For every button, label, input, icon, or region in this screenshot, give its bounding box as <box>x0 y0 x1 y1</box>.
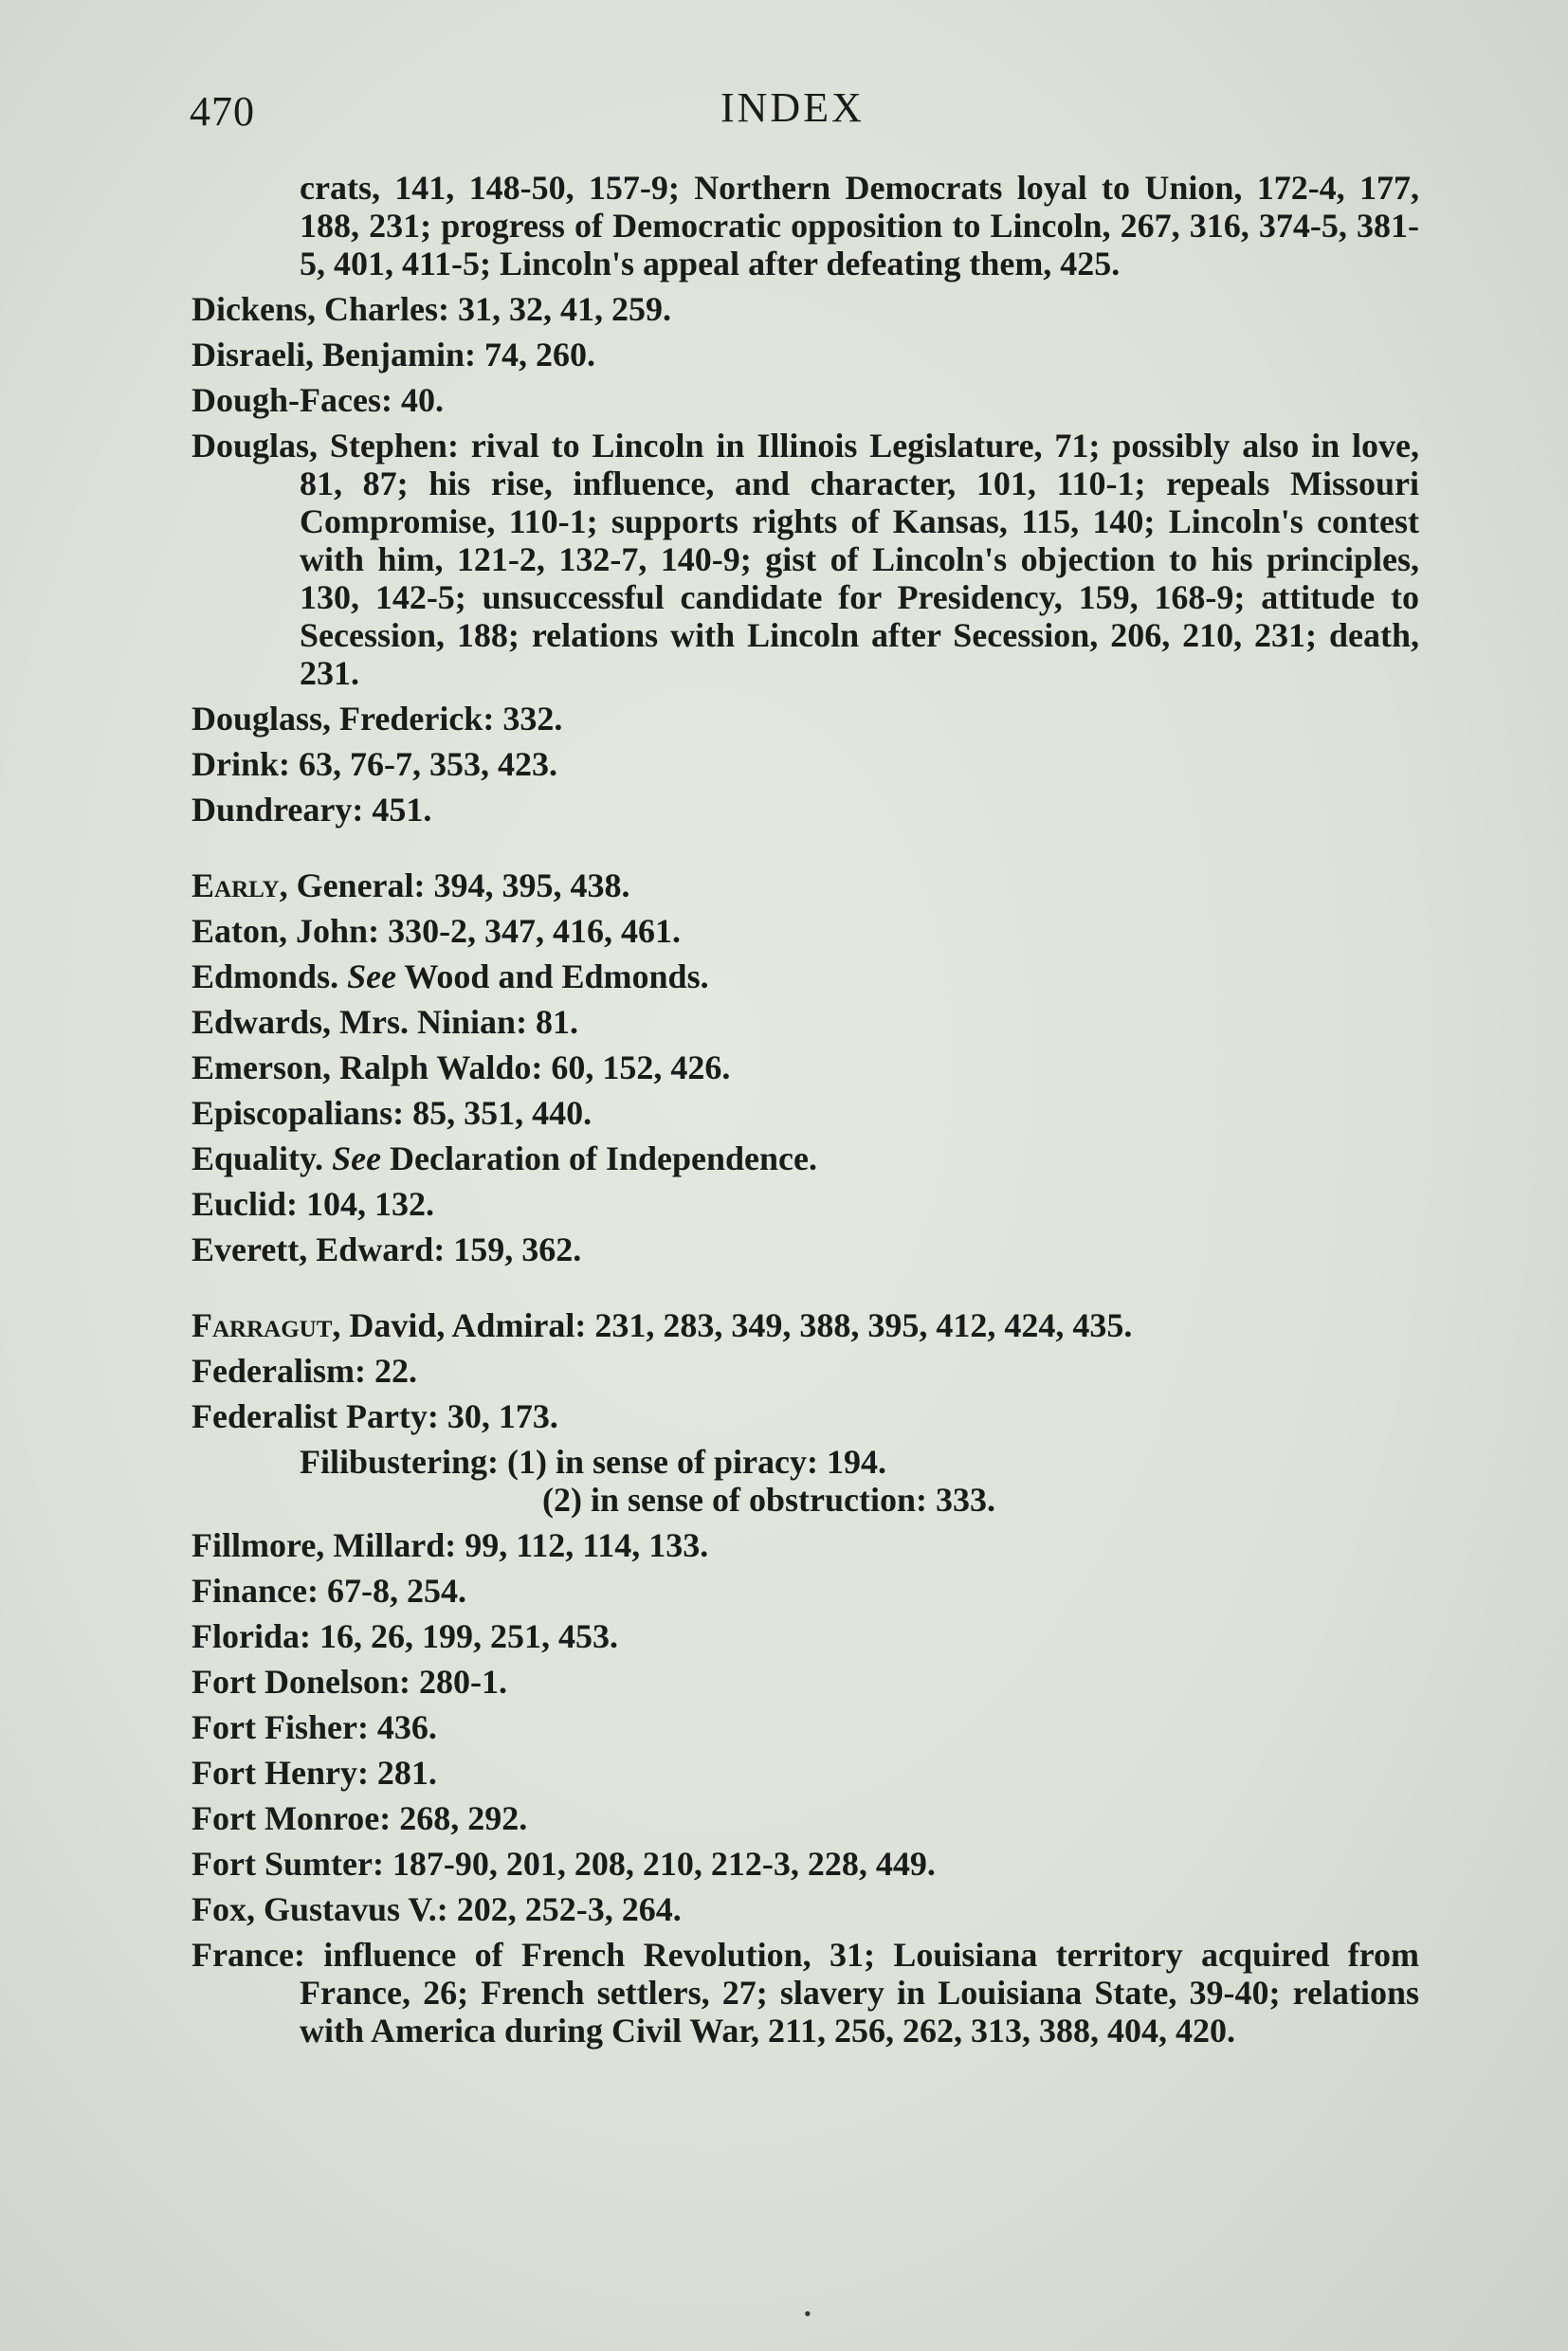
entry-term: Finance <box>191 1572 307 1610</box>
entry-term: Fort Fisher <box>191 1708 357 1746</box>
entry-term: Federalism <box>191 1352 355 1390</box>
see-reference-label: See <box>332 1139 382 1177</box>
index-entry-dickens <box>191 290 1419 328</box>
entry-refs: : 22. <box>354 1352 417 1390</box>
entry-sense-1: : (1) in sense of piracy: 194. <box>487 1443 886 1481</box>
see-reference-target: Declaration of Independence. <box>390 1139 818 1177</box>
index-entry-fox <box>191 1890 1419 1928</box>
entry-refs: : 202, 252-3, 264. <box>436 1890 682 1928</box>
entry-term: Florida <box>191 1617 300 1655</box>
entry-refs: : 99, 112, 114, 133. <box>445 1526 709 1564</box>
index-entry-federalism <box>191 1352 1419 1390</box>
entry-term: Everett, Edward <box>191 1230 434 1268</box>
entry-term: Early <box>191 866 280 904</box>
see-reference-target: Wood and Edmonds. <box>404 957 709 995</box>
entry-term: Edmonds. <box>191 957 339 995</box>
index-entry-florida <box>191 1617 1419 1655</box>
entry-term: Disraeli, Benjamin <box>191 336 465 374</box>
entry-term: Farragut <box>191 1306 333 1344</box>
index-entry-everett <box>191 1230 1419 1268</box>
index-entry-dough-faces <box>191 381 1419 419</box>
entry-term: Episcopalians <box>191 1094 393 1132</box>
index-entry-finance <box>191 1572 1419 1610</box>
entry-term: Fort Sumter <box>191 1845 373 1883</box>
entry-term: Equality. <box>191 1139 324 1177</box>
entry-term: Filibustering <box>300 1443 488 1481</box>
entry-refs: : 330-2, 347, 416, 461. <box>368 912 682 950</box>
entry-term: Dickens, Charles <box>191 290 438 328</box>
entry-term: France <box>191 1936 294 1974</box>
entry-term: Drink <box>191 745 280 783</box>
index-entry-euclid <box>191 1185 1419 1223</box>
entry-refs: : rival to Lincoln in Illinois Legislature, 71; possibly also in love, 81, 87; his rise, influence, and character, 101, 110-1; repeals Missouri Compromise, 110-1; supports rights of Kansas, 115, 140; Lincoln's contest with him, 121-2, 132-7, 140-9; gist of Lincoln's objection to his principles, 130, 142-5; unsuccessful candidate for Presidency, 159, 168-9; attitude to Secession, 188; relations with Lincoln after Secession, 206, 210, 231; death, 231. <box>300 427 1419 692</box>
index-entry-fort-sumter <box>191 1845 1419 1883</box>
entry-term: Fort Donelson <box>191 1663 399 1701</box>
entry-refs: : 30, 173. <box>427 1397 558 1435</box>
index-entry-fort-fisher <box>191 1708 1419 1746</box>
entry-refs: : 394, 395, 438. <box>413 866 630 904</box>
index-body <box>191 169 1419 2057</box>
entry-term: Douglas, Stephen <box>191 427 447 465</box>
entry-term: Emerson, Ralph Waldo <box>191 1048 532 1086</box>
index-entry-edwards <box>191 1003 1419 1041</box>
index-entry-eaton <box>191 912 1419 950</box>
entry-term: Euclid <box>191 1185 287 1223</box>
entry-refs: : 31, 32, 41, 259. <box>438 290 671 328</box>
entry-term-rest: , General <box>279 866 414 904</box>
index-entry-fort-henry <box>191 1754 1419 1792</box>
see-reference-label: See <box>347 957 397 995</box>
entry-refs: : 280-1. <box>399 1663 507 1701</box>
entry-refs: : 281. <box>356 1754 437 1792</box>
entry-refs: : 451. <box>352 791 432 829</box>
entry-refs: : 104, 132. <box>286 1185 435 1223</box>
entry-refs: : 74, 260. <box>464 336 595 374</box>
entry-term: Edwards, Mrs. Ninian <box>191 1003 517 1041</box>
entry-refs: : 436. <box>356 1708 437 1746</box>
index-entry-episcopalians <box>191 1094 1419 1132</box>
entry-refs: : 60, 152, 426. <box>531 1048 731 1086</box>
index-entry-france <box>191 1936 1419 2050</box>
index-entry-edmonds <box>191 957 1419 995</box>
page-number: 470 <box>190 88 255 135</box>
entry-refs: : 332. <box>483 700 563 738</box>
index-entry-douglas-stephen <box>191 427 1419 692</box>
entry-term: Dough-Faces <box>191 381 381 419</box>
index-entry-disraeli <box>191 336 1419 374</box>
index-entry-farragut <box>191 1306 1419 1344</box>
entry-term: Fox, Gustavus V. <box>191 1890 437 1928</box>
running-head: INDEX <box>720 84 865 131</box>
index-entry-early <box>191 866 1419 904</box>
index-entry-drink <box>191 745 1419 783</box>
signature-mark: • <box>804 2302 811 2325</box>
entry-sense-2: (2) in sense of obstruction: 333. <box>542 1481 995 1519</box>
index-entry-fort-donelson <box>191 1663 1419 1701</box>
entry-term: Eaton, John <box>191 912 369 950</box>
index-entry-fillmore <box>191 1526 1419 1564</box>
entry-term: Fort Henry <box>191 1754 357 1792</box>
filibustering-sense-1-line <box>300 1443 1419 1481</box>
entry-refs: : 81. <box>516 1003 579 1041</box>
index-entry-emerson <box>191 1048 1419 1086</box>
entry-refs: : 268, 292. <box>379 1799 528 1837</box>
entry-term: Federalist Party <box>191 1397 428 1435</box>
index-entry-equality <box>191 1139 1419 1177</box>
entry-term-rest: , David, Admiral <box>332 1306 575 1344</box>
index-entry-filibustering <box>191 1443 1419 1519</box>
entry-refs: : 67-8, 254. <box>307 1572 466 1610</box>
entry-text: crats, 141, 148-50, 157-9; Northern Democrats loyal to Union, 172-4, 177, 188, 231; progress of Democratic opposition to Lincoln, 267, 316, 374-5, 381-5, 401, 411-5; Lincoln's appeal after defeating them, 425. <box>300 169 1419 282</box>
entry-refs: : influence of French Revolution, 31; Louisiana territory acquired from France, 26; French settlers, 27; slavery in Louisiana State, 39-40; relations with America during Civil War, 211, 256, 262, 313, 388, 404, 420. <box>293 1936 1419 2050</box>
index-entry-dundreary <box>191 791 1419 829</box>
index-entry-federalist-party <box>191 1397 1419 1435</box>
entry-term: Fillmore, Millard <box>191 1526 446 1564</box>
entry-refs: : 63, 76-7, 353, 423. <box>279 745 558 783</box>
entry-refs: : 85, 351, 440. <box>392 1094 593 1132</box>
entry-term: Fort Monroe <box>191 1799 380 1837</box>
index-entry-fort-monroe <box>191 1799 1419 1837</box>
entry-term: Dundreary <box>191 791 353 829</box>
index-entry-douglass-frederick <box>191 700 1419 738</box>
entry-refs: : 231, 283, 349, 388, 395, 412, 424, 435. <box>574 1306 1133 1344</box>
entry-refs: : 187-90, 201, 208, 210, 212-3, 228, 449. <box>372 1845 936 1883</box>
entry-refs: : 40. <box>381 381 444 419</box>
index-entry-democrats-continued <box>191 169 1419 282</box>
entry-term: Douglass, Frederick <box>191 700 483 738</box>
entry-refs: : 16, 26, 199, 251, 453. <box>300 1617 618 1655</box>
entry-refs: : 159, 362. <box>433 1230 582 1268</box>
